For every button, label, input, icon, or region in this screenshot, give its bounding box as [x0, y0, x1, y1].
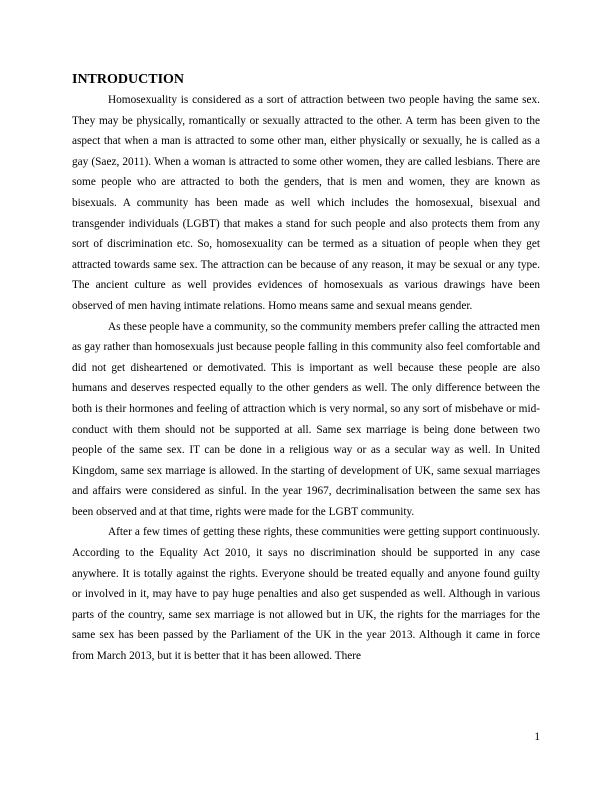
paragraph-1: Homosexuality is considered as a sort of attraction between two people having the same sex. They may be physically, romantically or sexually attracted to the other. A term has been given to the aspect that when a man is attracted to some other man, either physically or sexually, he is called as a gay (Saez, 2011). When a woman is attracted to some other women, they are called lesbians. There are some people who are attracted to both the genders, that is men and women, they are known as bisexuals. A community has been made as well which includes the homosexual, bisexual and transgender individuals (LGBT) that makes a stand for such people and also protects them from any sort of discrimination etc. So, homosexuality can be termed as a situation of people when they get attracted towards same sex. The attraction can be because of any reason, it may be sexual or any type. The ancient culture as well provides evidences of homosexuals as various drawings have been observed of men having intimate relations. Homo means same and sexual means gender.: [72, 94, 540, 312]
page-number: 1: [534, 731, 540, 743]
page-content: [72, 72, 540, 667]
paragraph-3: After a few times of getting these rights, these communities were getting support continuously. According to the Equality Act 2010, it says no discrimination should be supported in any case anywhere. It is totally against the rights. Everyone should be treated equally and anyone found guilty or involved in it, may have to pay huge penalties and also get suspended as well. Although in various parts of the country, same sex marriage is not allowed but in UK, the rights for the marriages for the same sex has been passed by the Parliament of the UK in the year 2013. Although it came in force from March 2013, but it is better that it has been allowed. There: [72, 526, 540, 663]
section-heading: INTRODUCTION: [72, 72, 185, 87]
paragraph-2: As these people have a community, so the community members prefer calling the attracted men as gay rather than homosexuals just because people falling in this community also feel comfortable and did not get disheartened or demotivated. This is important as well because these people are also humans and deserves respected equally to the other genders as well. The only difference between the both is their hormones and feeling of attraction which is very normal, so any sort of misbehave or mid-conduct with them should not be supported at all. Same sex marriage is being done between two people of the same sex. IT can be done in a religious way or as a secular way as well. In United Kingdom, same sex marriage is allowed. In the starting of development of UK, same sexual marriages and affairs were considered as sinful. In the year 1967, decriminalisation between the same sex has been observed and at that time, rights were made for the LGBT community.: [72, 320, 540, 518]
